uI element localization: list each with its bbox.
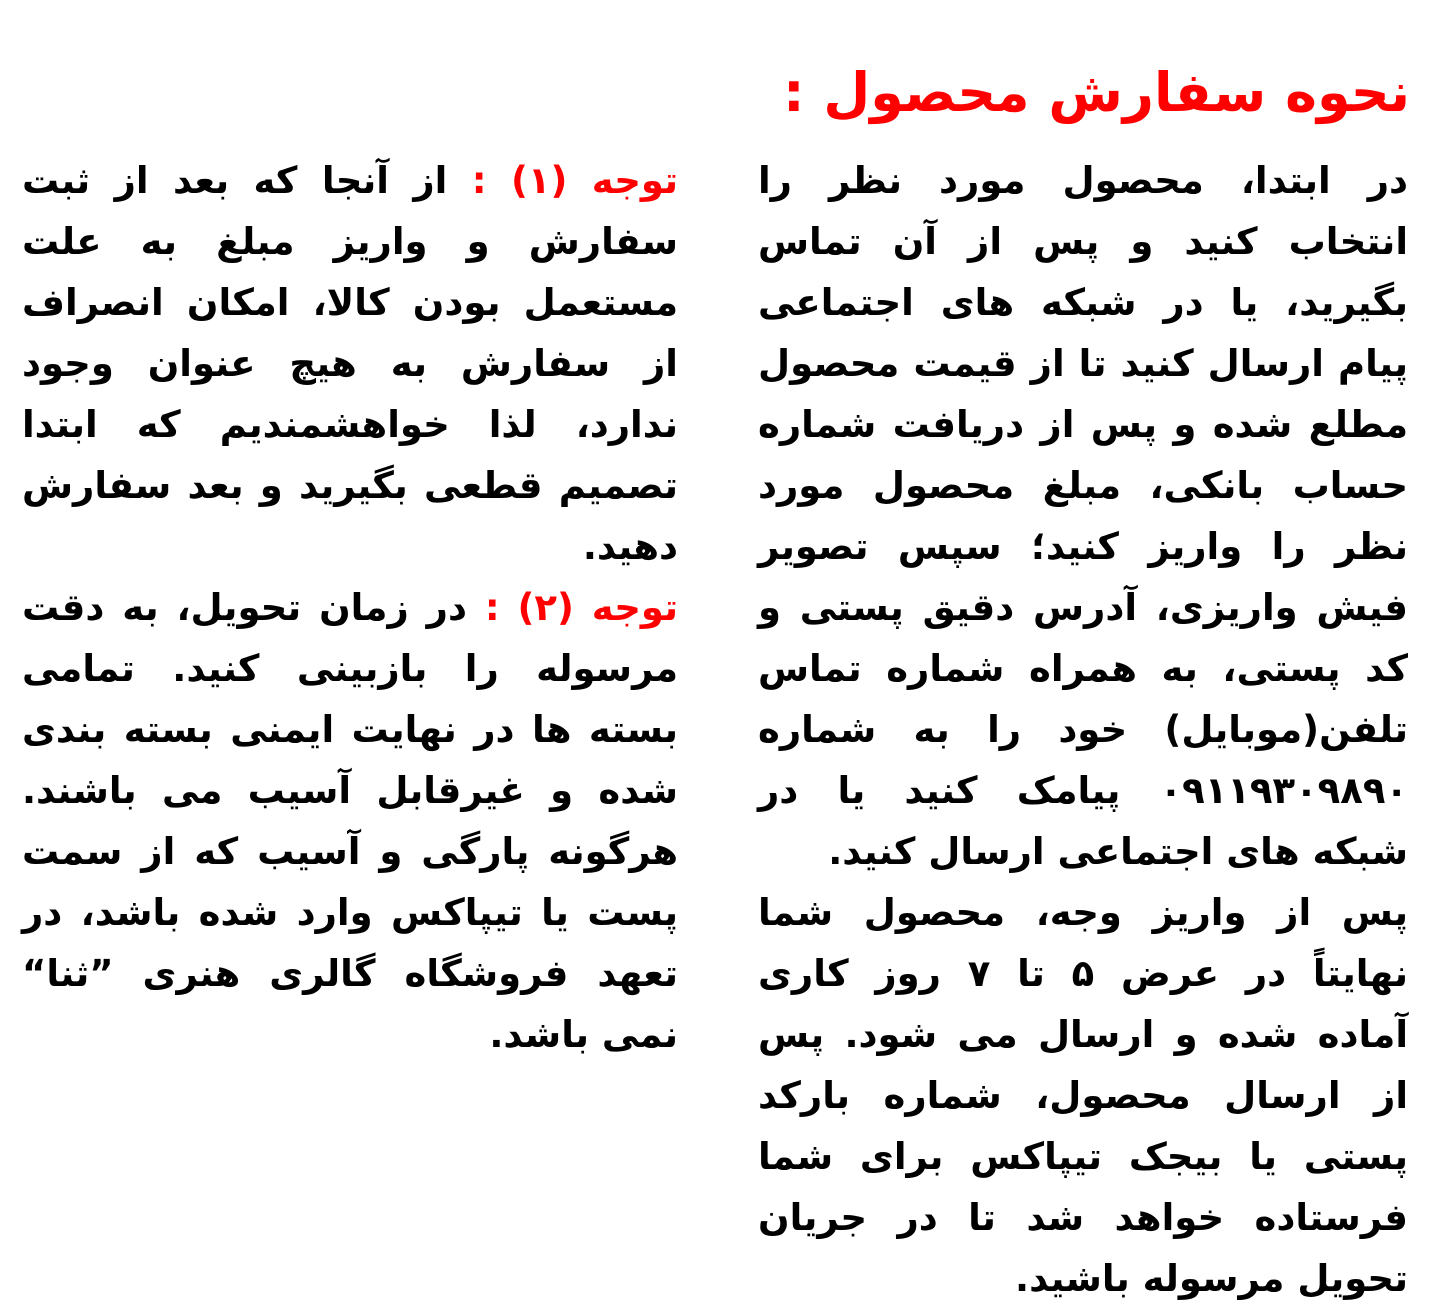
note-2 [22, 577, 678, 1065]
note-1-text: از آنجا که بعد از ثبت سفارش و واریز مبلغ به علت مستعمل بودن کالا، امکان انصراف از سفارش به هیچ عنوان وجود ندارد، لذا خواهشمندیم که ابتدا تصمیم قطعی بگیرید و بعد سفارش دهید. [22, 159, 678, 568]
note-2-label: توجه (۲) : [484, 586, 678, 629]
note-1 [22, 150, 678, 577]
notes-column [22, 150, 678, 1065]
note-1-label: توجه (۱) : [471, 159, 678, 202]
page-title: نحوه سفارش محصول : [782, 61, 1410, 124]
order-steps-paragraph: در ابتدا، محصول مورد نظر را انتخاب کنید و پس از آن تماس بگیرید، یا در شبکه های اجتماعی پیام ارسال کنید تا از قیمت محصول مطلع شده و پس از دریافت شماره حساب بانکی، مبلغ محصول مورد نظر را واریز کنید؛ سپس تصویر فیش واریزی، آدرس دقیق پستی و کد پستی، به همراه شماره تماس تلفن(موبایل) خود را به شماره ۰۹۱۱۹۳۰۹۸۹۰ پیامک کنید یا در شبکه های اجتماعی ارسال کنید. [758, 159, 1408, 873]
note-2-text: در زمان تحویل، به دقت مرسوله را بازبینی کنید. تمامی بسته ها در نهایت ایمنی بسته بندی شده و غیرقابل آسیب می باشند. هرگونه پارگی و آسیب که از سمت پست یا تیپاکس وارد شده باشد، در تعهد فروشگاه گالری هنری ”ثنا“ نمی باشد. [22, 586, 678, 1056]
delivery-time-paragraph: پس از واریز وجه، محصول شما نهایتاً در عرض ۵ تا ۷ روز کاری آماده شده و ارسال می شود. پس از ارسال محصول، شماره بارکد پستی یا بیجک تیپاکس برای شما فرستاده خواهد شد تا در جریان تحویل مرسوله باشید. [758, 891, 1408, 1300]
order-instructions-column [758, 150, 1408, 1309]
